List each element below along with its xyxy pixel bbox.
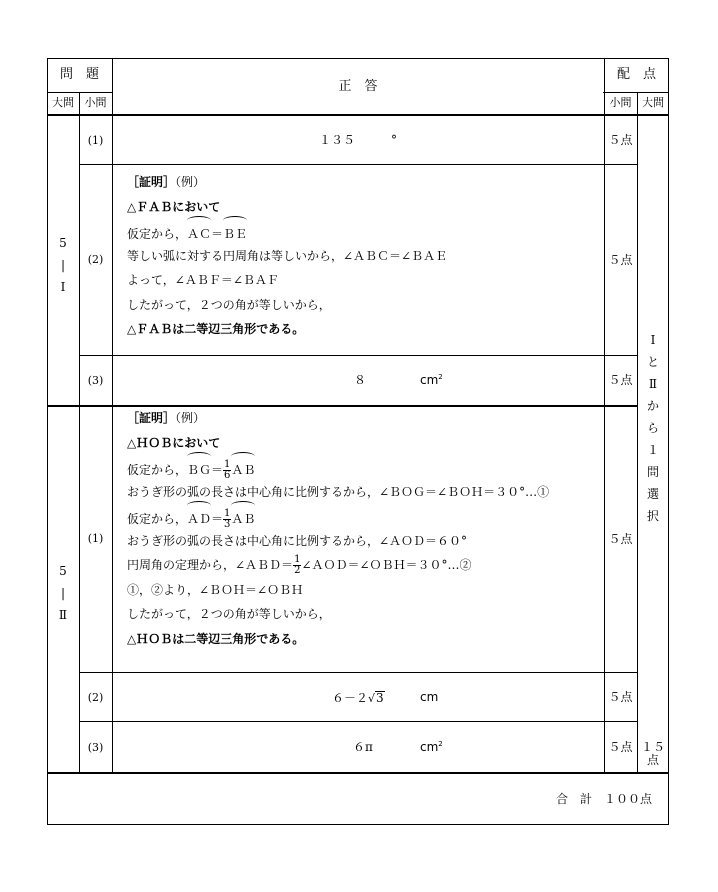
grand-total: 合 計 １００点 (556, 792, 653, 806)
header-shomon: 小問 (84, 96, 107, 109)
s1-q3-answer: ８ (354, 373, 367, 387)
header-seitou: 正 答 (338, 79, 378, 94)
header-shomon-points: 小問 (609, 96, 632, 109)
s1-q3-points: ５点 (608, 373, 633, 387)
section-1-label: 5 | Ⅰ (59, 236, 67, 294)
s1-q3-number: (3) (87, 374, 104, 387)
s1-q2-number: (2) (87, 253, 104, 266)
s2-q3-answer: ６π (353, 740, 373, 754)
header-daimon-points: 大問 (642, 96, 664, 109)
s2-q3-number: (3) (87, 741, 104, 754)
s1-q3-unit: $cm^2$ (420, 373, 443, 387)
s1-q1-answer: １３５ ° (318, 133, 397, 147)
s2-q2-number: (2) (87, 691, 104, 704)
s2-q1-points: ５点 (608, 532, 633, 546)
header-haiten: 配 点 (616, 67, 656, 82)
s2-q3-points: ５点 (608, 740, 633, 754)
total-section-points: １５点 (640, 740, 665, 767)
header-daimon: 大問 (52, 96, 74, 109)
section-2-label: 5 | Ⅱ (58, 564, 68, 622)
s2-q1-proof: ［証明］（例） △ＨＯＢにおいて 仮定から，ＢＧ＝ $\frac{1}{6}$ ＡＢ おうぎ形の弧の長さは中心角に比例するから，∠ＢＯＧ＝∠ＢＯＨ＝３０°…① 仮定から，ＡＤ＝ $\frac{1}{3}$ ＡＢ おうぎ形の弧の長さは中心角に比例するから，∠ＡＯＤ＝６０° 円周角の定理から，∠ＡＢＤ＝ $\frac{1}{2}$ ∠ＡＯＤ＝∠ＯＢＨ＝３０°…② ①，②より，∠ＢＯＨ＝∠ＯＢＨ したがって，２つの角が等しいから， △ＨＯＢは二等辺三角形である。 (127, 411, 550, 646)
s2-q1-number: (1) (87, 532, 104, 545)
s2-q2-unit: cm (420, 690, 439, 704)
s1-q2-points: ５点 (608, 253, 633, 267)
s1-q2-proof: ［証明］（例） △ＦＡＢにおいて 仮定から，ＡＣ＝ＢＥ 等しい弧に対する円周角は等しいから，∠ＡＢＣ＝∠ＢＡＥ よって，∠ＡＢＦ＝∠ＢＡＦ したがって，２つの角が等しいから， △ＦＡＢは二等辺三角形である。 (127, 175, 448, 336)
s2-q2-points: ５点 (608, 690, 633, 704)
s2-q2-answer: ６－２√3 (332, 691, 384, 705)
s2-q3-unit: $cm^2$ (420, 740, 443, 754)
selection-note: Ⅰ と Ⅱ か ら １ 問 選 択 (646, 333, 659, 523)
header-mondai: 問 題 (59, 67, 99, 82)
s1-q1-number: (1) (87, 134, 104, 147)
s1-q1-points: ５点 (608, 133, 633, 147)
